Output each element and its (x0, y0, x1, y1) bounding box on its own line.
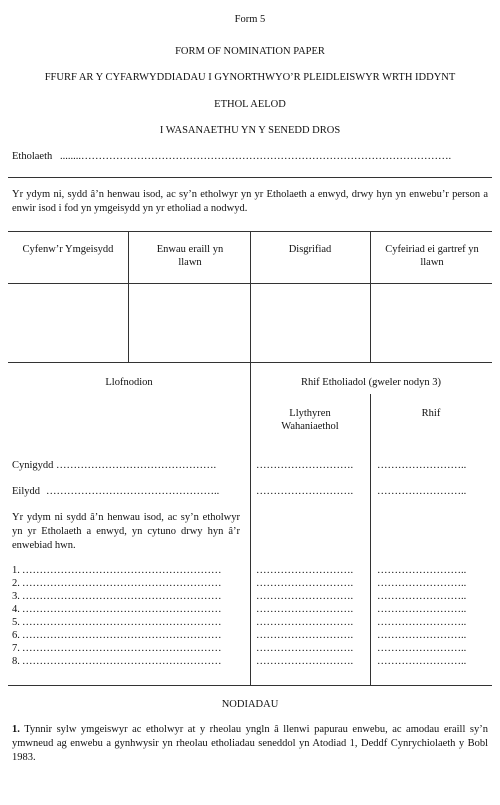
assentor-number-field[interactable]: …………………….. (377, 656, 467, 667)
assentor-signature-field[interactable]: ………………………………………………… (22, 656, 222, 667)
assentor-number: 3. (12, 591, 20, 602)
form-number: Form 5 (234, 14, 266, 25)
assentor-letter-field[interactable]: ………………………. (256, 578, 354, 589)
signatures-heading: Llofnodion (105, 377, 153, 388)
assentor-letter-field[interactable]: ………………………. (256, 643, 354, 654)
notes-heading: NODIADAU (221, 699, 279, 710)
subtitle-senedd: I WASANAETHU YN Y SENEDD DROS (159, 125, 341, 136)
assentor-letter-field[interactable]: ………………………. (256, 630, 354, 641)
assentor-letter-field[interactable]: ………………………. (256, 591, 354, 602)
divider (8, 177, 492, 178)
column-header-surname: Cyfenw’r Ymgeisydd (22, 244, 114, 255)
other-names-input-cell[interactable] (129, 284, 249, 361)
note-1 (12, 723, 488, 765)
assentor-number: 4. (12, 604, 20, 615)
electoral-number-heading: Rhif Etholiadol (gweler nodyn 3) (301, 377, 441, 388)
description-input-cell[interactable] (251, 284, 369, 361)
assentor-signature-field[interactable]: ………………………………………………… (22, 630, 222, 641)
title-english: FORM OF NOMINATION PAPER (175, 46, 325, 57)
assentor-letter-field[interactable]: ………………………. (256, 617, 354, 628)
assentor-number-field[interactable]: …………………….. (377, 604, 467, 615)
assentor-signature-field[interactable]: ………………………………………………… (22, 565, 222, 576)
number-heading: Rhif (421, 408, 441, 419)
assentor-letter-field[interactable]: ………………………. (256, 604, 354, 615)
address-input-cell[interactable] (371, 284, 491, 361)
constituency-label: Etholaeth (12, 151, 53, 162)
seconder-label: Eilydd (12, 486, 40, 497)
assentor-signature-field[interactable]: ………………………………………………… (22, 643, 222, 654)
assentor-number: 8. (12, 656, 20, 667)
seconder-signature-field[interactable]: ………………………………………….. (46, 486, 220, 497)
subtitle-ethol-aelod: ETHOL AELOD (214, 99, 286, 110)
seconder-letter-field[interactable]: ………………………. (256, 486, 354, 497)
assentor-number: 2. (12, 578, 20, 589)
assentor-signature-field[interactable]: ………………………………………………… (22, 604, 222, 615)
note-1-text: Tynnir sylw ymgeiswyr ac etholwyr at y rheolau yngln â llenwi papurau enwebu, ac amodau eraill sy’n ymwneud ag enwebu a gynhwysir yn rheolau etholiadau seneddol yn Atodiad 1, Deddf Cynrychiolaeth y Bobl 1983. (12, 724, 488, 763)
proposer-letter-field[interactable]: ………………………. (256, 460, 354, 471)
assentor-number-field[interactable]: …………………….. (377, 630, 467, 641)
assentor-number: 1. (12, 565, 20, 576)
proposer-number-field[interactable]: …………………….. (377, 460, 467, 471)
assentor-letter-field[interactable]: ………………………. (256, 565, 354, 576)
section-border (8, 685, 492, 686)
column-header-address: Cyfeiriad ei gartref yn llawn (385, 244, 479, 268)
assentor-signature-field[interactable]: ………………………………………………… (22, 578, 222, 589)
assentor-number-field[interactable]: …………………….. (377, 565, 467, 576)
proposer-label: Cynigydd (12, 460, 54, 471)
assentor-signature-field[interactable]: ………………………………………………… (22, 617, 222, 628)
column-header-description: Disgrifiad (288, 244, 332, 255)
distinguishing-letter-heading: Llythyren Wahaniaethol (281, 408, 339, 432)
constituency-field[interactable]: ........……………………………………………………………………………………………. (60, 151, 452, 162)
title-welsh: FFURF AR Y CYFARWYDDIADAU I GYNORTHWYO’R PLEIDLEISWYR WRTH IDDYNT (44, 72, 456, 83)
assentor-number: 7. (12, 643, 20, 654)
assentor-number: 5. (12, 617, 20, 628)
assentor-number-field[interactable]: …………………….. (377, 578, 467, 589)
proposer-signature-field[interactable]: ………………………………………. (56, 460, 217, 471)
section-border (250, 362, 251, 685)
surname-input-cell[interactable] (9, 284, 127, 361)
column-header-other-names: Enwau eraill yn llawn (156, 244, 224, 268)
assentor-number-field[interactable]: …………………….. (377, 617, 467, 628)
assentor-number-field[interactable]: …………………….. (377, 591, 467, 602)
assentor-number-field[interactable]: …………………….. (377, 643, 467, 654)
assent-paragraph: Yr ydym ni sydd â’n henwau isod, ac sy’n etholwyr yn yr Etholaeth a enwyd, yn cytuno drwy hyn â’r enwebiad hwn. (12, 512, 240, 551)
assentor-number: 6. (12, 630, 20, 641)
assentor-letter-field[interactable]: ………………………. (256, 656, 354, 667)
assentor-signature-field[interactable]: ………………………………………………… (22, 591, 222, 602)
intro-paragraph: Yr ydym ni, sydd â’n henwau isod, ac sy’n etholwyr yn yr Etholaeth a enwyd, drwy hyn yn enwebu’r person a enwir isod i fod yn ymgeisydd yn yr etholiad a nodwyd. (12, 189, 488, 214)
seconder-number-field[interactable]: …………………….. (377, 486, 467, 497)
section-border (370, 394, 371, 685)
note-1-number: 1. (12, 724, 20, 735)
